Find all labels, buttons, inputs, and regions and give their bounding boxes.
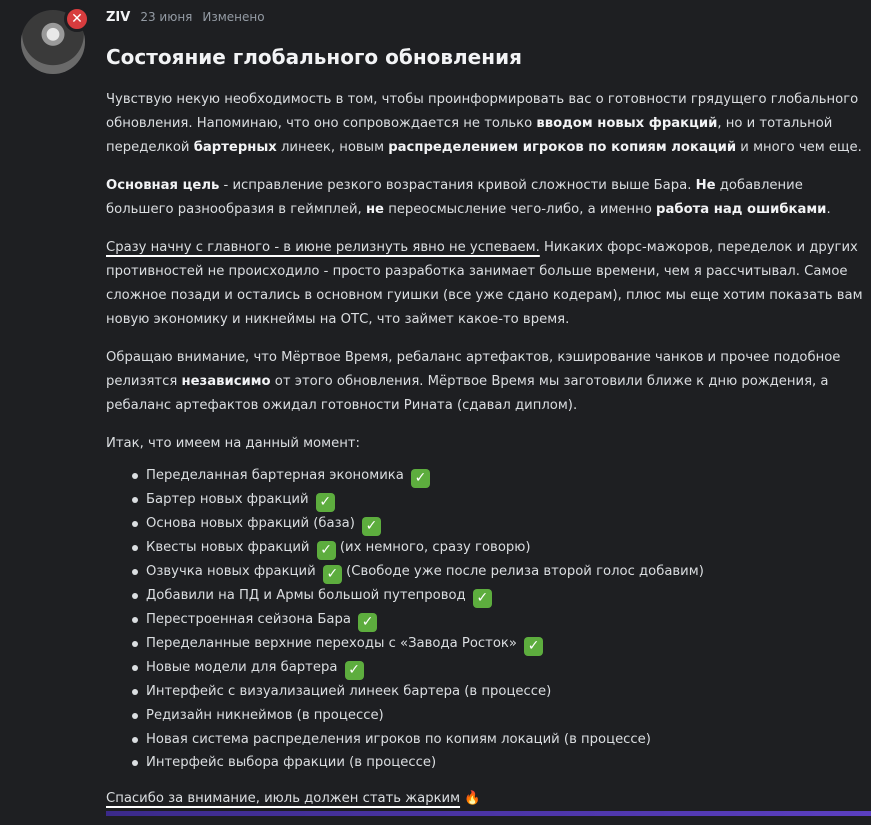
text: Обращаю внимание, что Мёртвое Время, ребаланс артефактов, кэширование чанков и прочее подобное релизятся — [106, 350, 841, 389]
white-check-mark-icon: ✓ — [345, 661, 364, 680]
next-message-edge — [106, 811, 871, 816]
fire-icon: 🔥 — [464, 791, 481, 807]
list-item — [146, 680, 866, 704]
list-item — [146, 632, 866, 656]
text: линеек, новым — [276, 140, 389, 155]
bold-text: распределением игроков по копиям локаций — [388, 140, 737, 155]
hammer-icon: ✕ — [64, 6, 90, 32]
post-title: Состояние глобального обновления — [106, 45, 522, 69]
paragraph-independent — [106, 346, 866, 418]
text: добавление большего разнообразия в геймплей, — [106, 178, 803, 217]
list-item — [146, 751, 866, 775]
white-check-mark-icon: ✓ — [317, 541, 336, 560]
white-check-mark-icon: ✓ — [362, 517, 381, 536]
author-name[interactable]: ZIV — [106, 10, 131, 25]
list-item — [146, 656, 866, 680]
item-text: Озвучка новых фракций — [146, 564, 316, 579]
closing-text: Спасибо за внимание, июль должен стать жарким — [106, 791, 461, 807]
white-check-mark-icon: ✓ — [316, 493, 335, 512]
edited-label: Изменено — [202, 10, 265, 24]
list-item — [146, 584, 866, 608]
bold-text: независимо — [181, 374, 271, 389]
message-header — [106, 10, 265, 25]
list-item — [146, 512, 866, 536]
text: . — [826, 202, 831, 217]
bold-text: Основная цель — [106, 178, 220, 193]
list-item — [146, 536, 866, 560]
item-text: Редизайн никнеймов (в процессе) — [146, 707, 384, 723]
item-text: Новая система распределения игроков по копиям локаций (в процессе) — [146, 731, 651, 747]
item-text: Основа новых фракций (база) — [146, 516, 355, 531]
white-check-mark-icon: ✓ — [358, 613, 377, 632]
item-text: Квесты новых фракций — [146, 540, 310, 555]
white-check-mark-icon: ✓ — [524, 637, 543, 656]
bold-text: не — [365, 202, 384, 217]
text: - исправление резкого возрастания кривой сложности выше Бара. — [219, 178, 696, 193]
item-text: Перестроенная сейзона Бара — [146, 612, 351, 627]
item-note: (Свободе уже после релиза второй голос добавим) — [346, 564, 704, 579]
message-date: 23 июня — [140, 10, 193, 24]
bold-text: бартерных — [193, 140, 277, 155]
text: от этого обновления. Мёртвое Время мы заготовили ближе к дню рождения, а ребаланс артефактов ожидал готовности Рината (сдавал диплом). — [106, 374, 829, 413]
paragraph-status-intro: Итак, что имеем на данный момент: — [106, 436, 360, 451]
white-check-mark-icon: ✓ — [473, 589, 492, 608]
underlined-text: Сразу начну с главного - в июне релизнуть явно не успеваем. — [106, 240, 540, 255]
paragraph-delay — [106, 236, 866, 332]
item-text: Бартер новых фракций — [146, 492, 309, 507]
message-content — [106, 88, 866, 825]
item-text: Новые модели для бартера — [146, 660, 338, 675]
text: и много чем еще. — [736, 140, 862, 155]
paragraph-goal — [106, 174, 866, 222]
bold-text: вводом новых фракций — [536, 116, 718, 131]
list-item — [146, 608, 866, 632]
item-text: Переделанные верхние переходы с «Завода Росток» — [146, 636, 517, 651]
item-text: Переделанная бартерная экономика — [146, 468, 404, 483]
text: , но и тотальной переделкой — [106, 116, 833, 155]
item-text: Интерфейс выбора фракции (в процессе) — [146, 755, 437, 771]
text: переосмысление чего-либо, а именно — [384, 202, 657, 217]
bold-text: Не — [695, 178, 716, 193]
bold-text: работа над ошибками — [656, 202, 827, 217]
closing-line — [106, 787, 866, 811]
white-check-mark-icon: ✓ — [411, 469, 430, 488]
text: Никаких форс-мажоров, переделок и других противностей не происходило - просто разработка занимает больше времени, чем я рассчитывал. Самое сложное позади и остались в основном гуишки (все уже сдано кодерам), плюс мы еще хотим показать вам новую экономику и никнеймы на ОТС, что займет какое-то время. — [106, 240, 863, 327]
text: Чувствую некую необходимость в том, чтобы проинформировать вас о готовности грядущего глобального обновления. Напоминаю, что оно сопровождается не только — [106, 92, 859, 131]
item-note: (их немного, сразу говорю) — [339, 540, 531, 555]
item-text: Интерфейс с визуализацией линеек бартера (в процессе) — [146, 684, 552, 699]
list-item — [146, 560, 866, 584]
list-item — [146, 488, 866, 512]
list-item — [146, 704, 866, 728]
paragraph-intro — [106, 88, 866, 160]
white-check-mark-icon: ✓ — [323, 565, 342, 584]
item-text: Добавили на ПД и Армы большой путепровод — [146, 588, 466, 603]
list-item — [146, 464, 866, 488]
progress-list — [106, 464, 866, 775]
list-item — [146, 728, 866, 752]
